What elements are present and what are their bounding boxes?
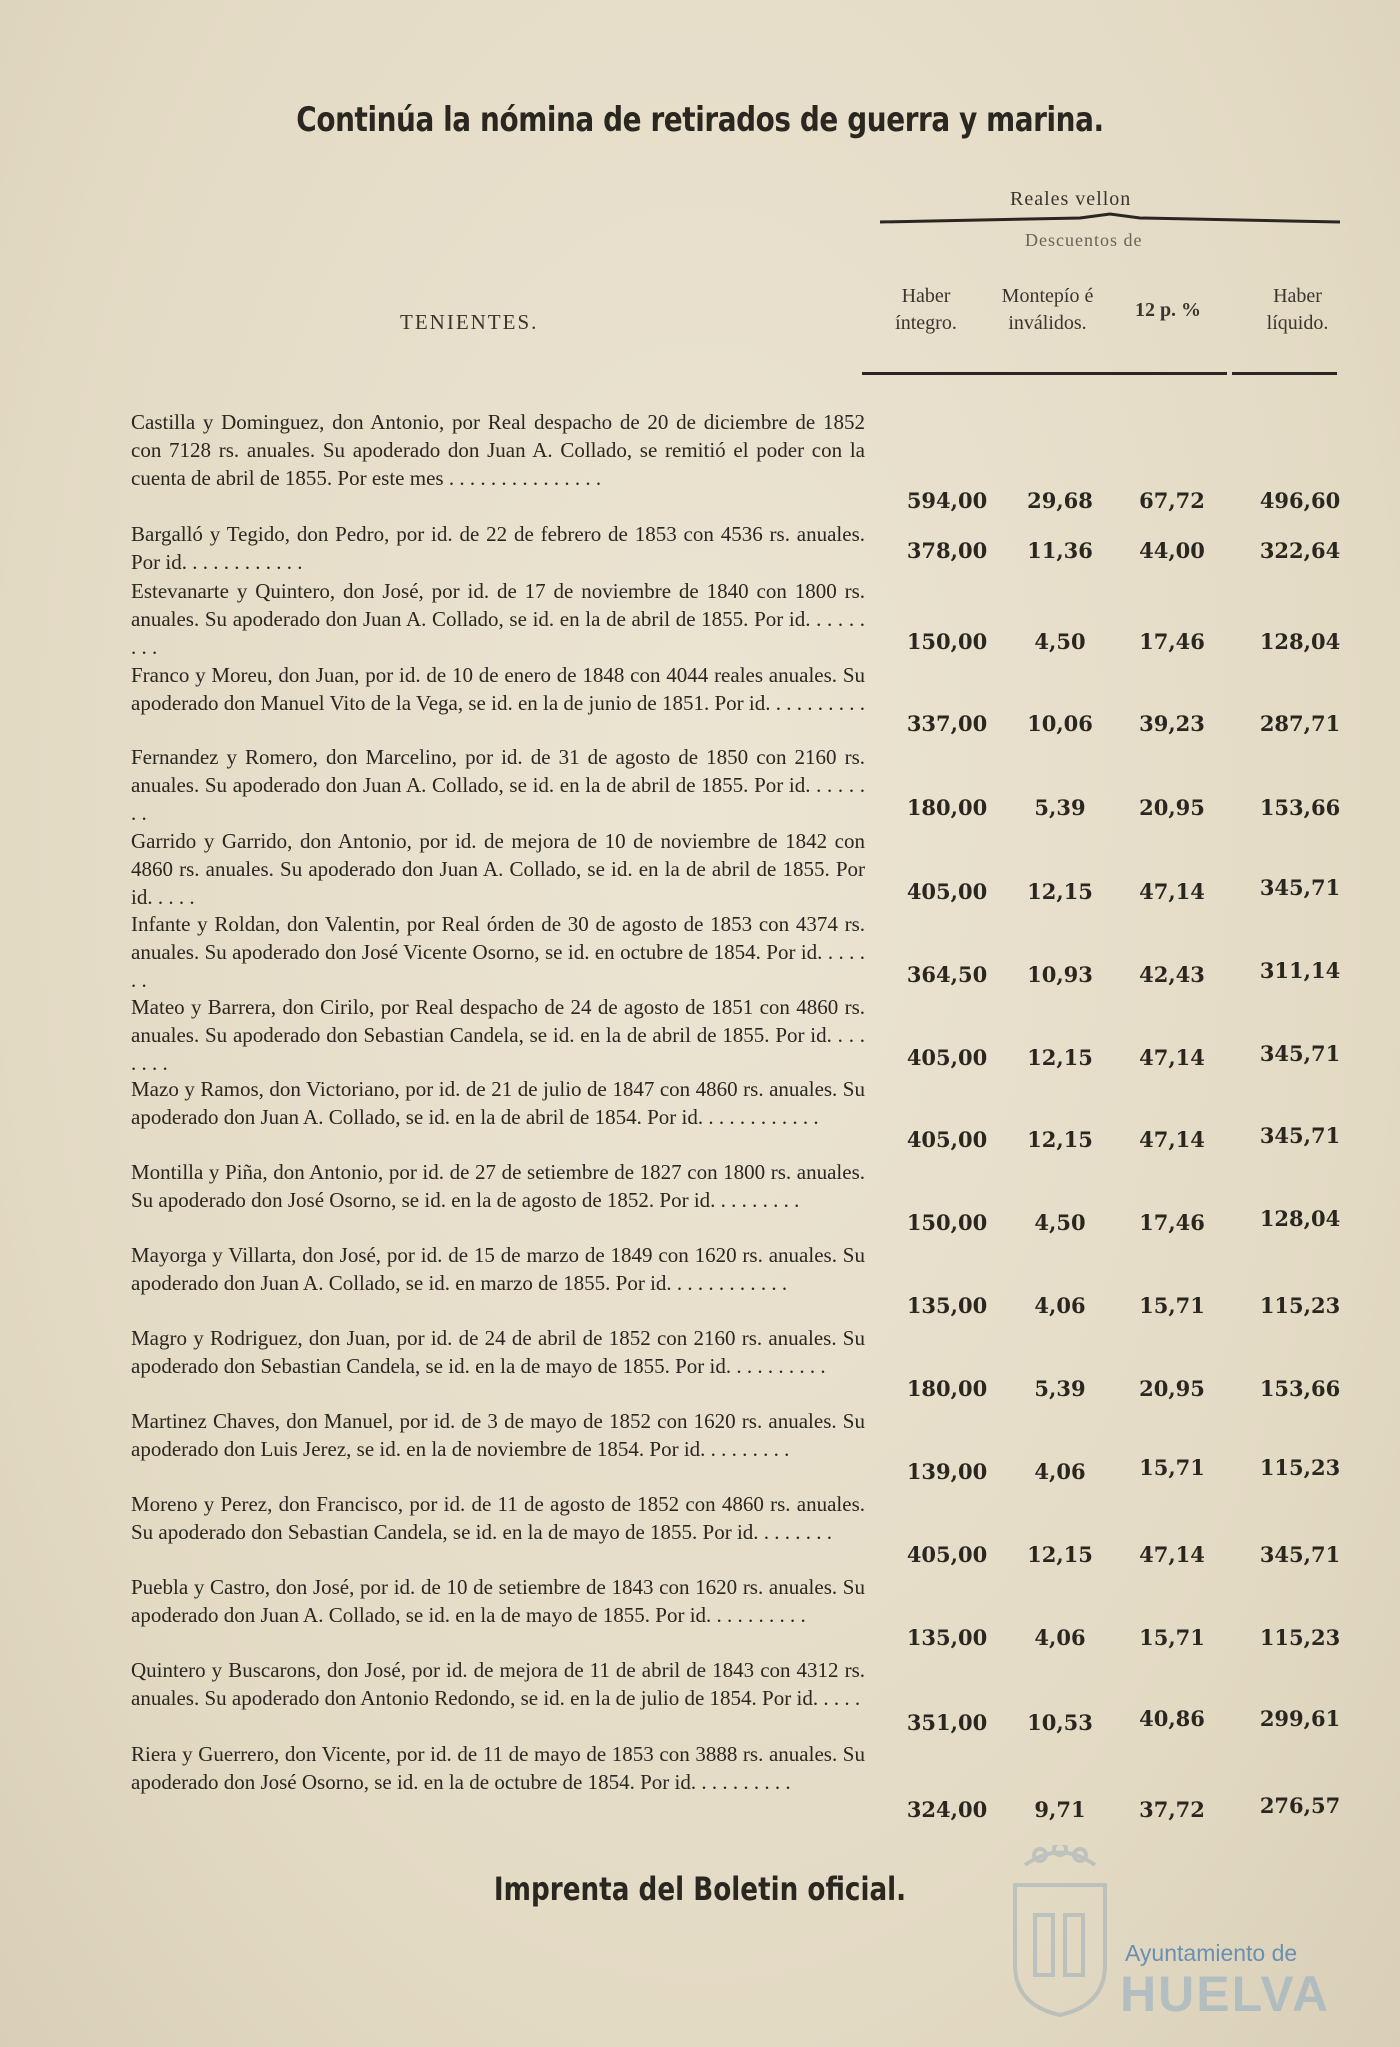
- value-montepio: 5,39: [1034, 1376, 1086, 1401]
- watermark-line1: Ayuntamiento de: [1125, 1940, 1298, 1966]
- value-montepio: 10,53: [1027, 1710, 1093, 1735]
- value-doce: 15,71: [1139, 1455, 1205, 1480]
- entry-text: Mazo y Ramos, don Victoriano, por id. de 21 de julio de 1847 con 4860 rs. anuales. Su apoderado don Juan A. Collado, se id. en la de abril de 1854. Por id. . . . . . . . . . . .: [131, 1077, 865, 1129]
- value-montepio: 29,68: [1027, 488, 1093, 513]
- header-reales: Reales vellon: [1010, 188, 1132, 210]
- value-doce: 47,14: [1139, 879, 1205, 904]
- value-liquido: 299,61: [1259, 1706, 1341, 1731]
- value-montepio: 12,15: [1027, 1542, 1093, 1567]
- value-doce: 37,72: [1139, 1797, 1205, 1822]
- value-doce: 47,14: [1139, 1045, 1205, 1070]
- entry-text: Castilla y Dominguez, don Antonio, por Real despacho de 20 de diciembre de 1852 con 7128 rs. anuales. Su apoderado don Juan A. Collado, se remitió el poder con la cuenta de abril de 1855. Por este mes . . . . . . . . . . . . . . .: [131, 410, 865, 490]
- value-liquido: 345,71: [1259, 875, 1341, 900]
- value-doce: 20,95: [1139, 1376, 1205, 1401]
- value-montepio: 5,39: [1034, 795, 1086, 820]
- value-doce: 15,71: [1139, 1625, 1205, 1650]
- value-doce: 47,14: [1139, 1542, 1205, 1567]
- entry-text: Mayorga y Villarta, don José, por id. de 15 de marzo de 1849 con 1620 rs. anuales. Su apoderado don Juan A. Collado, se id. en marzo de 1855. Por id. . . . . . . . . . . .: [131, 1243, 865, 1295]
- value-liquido: 115,23: [1259, 1293, 1341, 1318]
- value-integro: 378,00: [906, 538, 988, 563]
- value-liquido: 128,04: [1259, 1206, 1341, 1231]
- value-integro: 150,00: [906, 629, 988, 654]
- value-liquido: 153,66: [1259, 1376, 1341, 1401]
- column-header-liquido: Haber líquido.: [1266, 285, 1329, 334]
- value-liquido: 496,60: [1259, 488, 1341, 513]
- value-montepio: 4,06: [1034, 1459, 1086, 1484]
- value-integro: 180,00: [906, 1376, 988, 1401]
- value-doce: 15,71: [1139, 1293, 1205, 1318]
- value-montepio: 10,93: [1027, 962, 1093, 987]
- value-montepio: 4,50: [1034, 629, 1086, 654]
- entry-text: Fernandez y Romero, don Marcelino, por id. de 31 de agosto de 1850 con 2160 rs. anuales. Su apoderado don Juan A. Collado, se id. en la de abril de 1855. Por id. . . . . . . .: [131, 745, 865, 825]
- value-liquido: 322,64: [1259, 538, 1341, 563]
- entry-text: Infante y Roldan, don Valentin, por Real órden de 30 de agosto de 1853 con 4374 rs. anuales. Su apoderado don José Vicente Osorno, se id. en octubre de 1854. Por id. . . . . . .: [131, 912, 865, 992]
- value-integro: 139,00: [906, 1459, 988, 1484]
- value-montepio: 11,36: [1027, 538, 1093, 563]
- entry-text: Martinez Chaves, don Manuel, por id. de 3 de mayo de 1852 con 1620 rs. anuales. Su apoderado don Luis Jerez, se id. en la de noviembre de 1854. Por id. . . . . . . . .: [131, 1409, 865, 1461]
- entry-text: Magro y Rodriguez, don Juan, por id. de 24 de abril de 1852 con 2160 rs. anuales. Su apoderado don Sebastian Candela, se id. en la de mayo de 1855. Por id. . . . . . . . . .: [131, 1326, 865, 1378]
- value-integro: 405,00: [906, 1045, 988, 1070]
- column-header-integro: Haber íntegro.: [895, 285, 957, 334]
- section-tenientes: TENIENTES.: [400, 310, 539, 334]
- value-doce: 20,95: [1139, 795, 1205, 820]
- value-doce: 39,23: [1139, 711, 1205, 736]
- value-doce: 67,72: [1139, 488, 1205, 513]
- watermark-line2: HUELVA: [1120, 1966, 1331, 2022]
- value-liquido: 128,04: [1259, 629, 1341, 654]
- value-integro: 135,00: [906, 1625, 988, 1650]
- value-liquido: 153,66: [1259, 795, 1341, 820]
- entry-text: Franco y Moreu, don Juan, por id. de 10 de enero de 1848 con 4044 reales anuales. Su apoderado don Manuel Vito de la Vega, se id. en la de junio de 1851. Por id. . . . . . . . . .: [131, 663, 865, 715]
- header-descuentos: Descuentos de: [1025, 230, 1143, 250]
- value-montepio: 12,15: [1027, 1045, 1093, 1070]
- value-liquido: 345,71: [1259, 1041, 1341, 1066]
- entry-text: Puebla y Castro, don José, por id. de 10 de setiembre de 1843 con 1620 rs. anuales. Su apoderado don Juan A. Collado, se id. en la de mayo de 1855. Por id. . . . . . . . . .: [131, 1575, 865, 1627]
- value-integro: 351,00: [906, 1710, 988, 1735]
- column-header-doce: 12 p. %: [1134, 299, 1202, 321]
- value-montepio: 4,06: [1034, 1293, 1086, 1318]
- value-integro: 337,00: [906, 711, 988, 736]
- value-integro: 405,00: [906, 1127, 988, 1152]
- footer-imprint: Imprenta del Boletin oficial.: [493, 1870, 907, 1908]
- page-title: Continúa la nómina de retirados de guerra y marina.: [296, 100, 1104, 140]
- value-integro: 405,00: [906, 1542, 988, 1567]
- value-liquido: 345,71: [1259, 1542, 1341, 1567]
- value-liquido: 276,57: [1259, 1793, 1341, 1818]
- entry-text: Riera y Guerrero, don Vicente, por id. de 11 de mayo de 1853 con 3888 rs. anuales. Su apoderado don José Osorno, se id. en la de octubre de 1854. Por id. . . . . . . . . .: [131, 1742, 865, 1794]
- entry-text: Quintero y Buscarons, don José, por id. de mejora de 11 de abril de 1843 con 4312 rs. anuales. Su apoderado don Antonio Redondo, se id. en la de julio de 1854. Por id. . . . .: [131, 1658, 865, 1710]
- value-integro: 594,00: [906, 488, 988, 513]
- value-liquido: 287,71: [1259, 711, 1341, 736]
- value-integro: 150,00: [906, 1210, 988, 1235]
- value-doce: 17,46: [1139, 629, 1205, 654]
- entry-text: Mateo y Barrera, don Cirilo, por Real despacho de 24 de agosto de 1851 con 4860 rs. anuales. Su apoderado don Sebastian Candela, se id. en la de abril de 1855. Por id. . . . . . . .: [131, 995, 865, 1075]
- value-doce: 47,14: [1139, 1127, 1205, 1152]
- value-integro: 180,00: [906, 795, 988, 820]
- value-doce: 42,43: [1139, 962, 1205, 987]
- entry-text: Garrido y Garrido, don Antonio, por id. de mejora de 10 de noviembre de 1842 con 4860 rs. anuales. Su apoderado don Juan A. Collado, se id. en la de abril de 1855. Por id. . . . .: [131, 829, 865, 909]
- value-liquido: 311,14: [1259, 958, 1341, 983]
- value-integro: 135,00: [906, 1293, 988, 1318]
- value-doce: 17,46: [1139, 1210, 1205, 1235]
- value-montepio: 10,06: [1027, 711, 1093, 736]
- value-montepio: 9,71: [1034, 1797, 1086, 1822]
- value-montepio: 4,06: [1034, 1625, 1086, 1650]
- value-doce: 44,00: [1139, 538, 1205, 563]
- value-montepio: 12,15: [1027, 879, 1093, 904]
- value-doce: 40,86: [1139, 1706, 1205, 1731]
- value-integro: 364,50: [906, 962, 988, 987]
- entry-text: Bargalló y Tegido, don Pedro, por id. de 22 de febrero de 1853 con 4536 rs. anuales. Por id. . . . . . . . . . . .: [131, 522, 865, 574]
- column-header-montepio: Montepío é inválidos.: [1001, 285, 1094, 334]
- value-integro: 405,00: [906, 879, 988, 904]
- entry-text: Estevanarte y Quintero, don José, por id. de 17 de noviembre de 1840 con 1800 rs. anuales. Su apoderado don Juan A. Collado, se id. en la de abril de 1855. Por id. . . . . . . . .: [131, 579, 865, 659]
- value-integro: 324,00: [906, 1797, 988, 1822]
- value-liquido: 345,71: [1259, 1123, 1341, 1148]
- entry-text: Montilla y Piña, don Antonio, por id. de 27 de setiembre de 1827 con 1800 rs. anuales. Su apoderado don José Osorno, se id. en la de agosto de 1852. Por id. . . . . . . . .: [131, 1160, 865, 1212]
- value-montepio: 4,50: [1034, 1210, 1086, 1235]
- entry-text: Moreno y Perez, don Francisco, por id. de 11 de agosto de 1852 con 4860 rs. anuales. Su apoderado don Sebastian Candela, se id. en la de mayo de 1855. Por id. . . . . . . .: [131, 1492, 865, 1544]
- value-liquido: 115,23: [1259, 1625, 1341, 1650]
- value-montepio: 12,15: [1027, 1127, 1093, 1152]
- value-liquido: 115,23: [1259, 1455, 1341, 1480]
